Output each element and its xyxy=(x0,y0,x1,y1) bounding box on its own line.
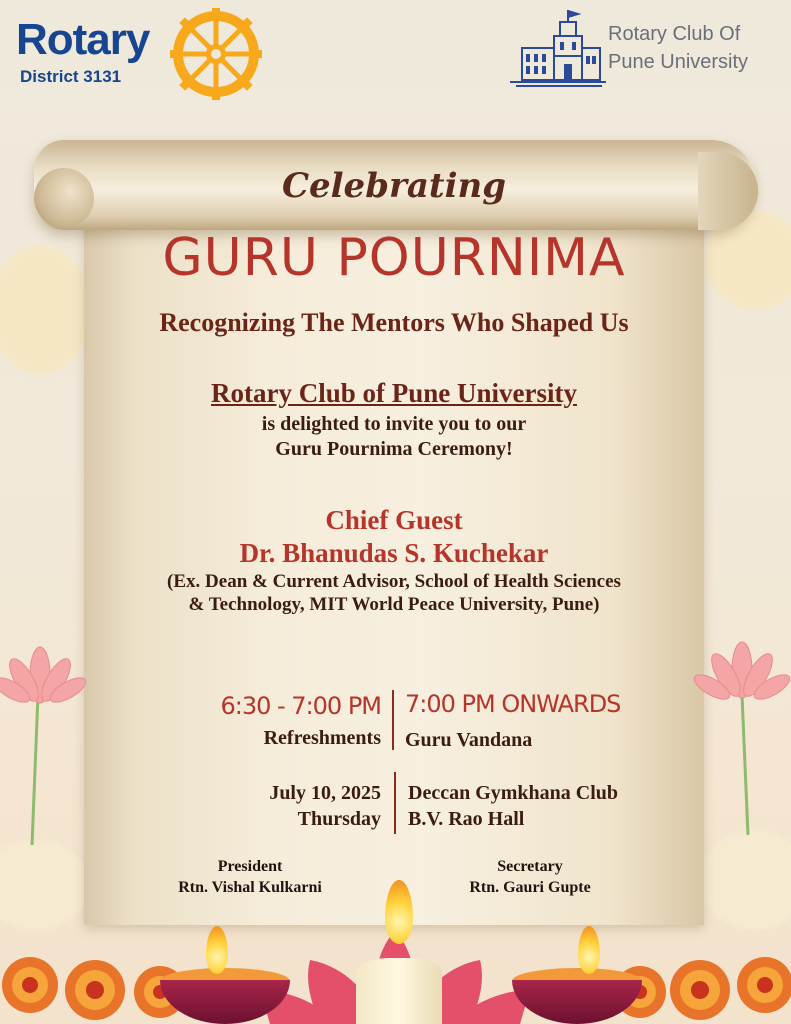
rotary-wordmark: Rotary xyxy=(16,15,150,64)
lotus-icon-right xyxy=(692,625,791,845)
secretary-name: Rtn. Gauri Gupte xyxy=(469,879,591,896)
invite-line1: is delighted to invite you to our xyxy=(261,413,527,435)
club-name-line2: Pune University xyxy=(608,51,749,73)
president-name: Rtn. Vishal Kulkarni xyxy=(178,879,322,896)
time-slot-2: 7:00 PM ONWARDS xyxy=(405,690,621,718)
cloud-bottom-left xyxy=(0,840,90,930)
schedule-divider-2 xyxy=(394,772,396,834)
president-title: President xyxy=(217,858,283,875)
district-label: District 3131 xyxy=(20,67,122,86)
chief-guest-description xyxy=(84,570,704,616)
tagline: Recognizing The Mentors Who Shaped Us xyxy=(159,308,629,337)
club-name xyxy=(608,20,748,76)
flame-left xyxy=(206,926,228,974)
university-building-icon xyxy=(508,8,608,90)
host-club: Rotary Club of Pune University xyxy=(211,378,577,408)
invite-message xyxy=(84,412,704,462)
event-title: GURU POURNIMA xyxy=(162,228,626,288)
event-date: July 10, 2025 xyxy=(269,782,381,804)
candle-icon xyxy=(356,958,442,1024)
chief-guest-name: Dr. Bhanudas S. Kuchekar xyxy=(239,538,549,568)
invite-line2: Guru Pournima Ceremony! xyxy=(275,438,513,460)
event-day: Thursday xyxy=(297,808,381,830)
flame-right xyxy=(578,926,600,974)
celebrating-text: Celebrating xyxy=(281,166,507,206)
president-block xyxy=(150,856,350,898)
secretary-block xyxy=(430,856,630,898)
chief-guest-desc-line1: (Ex. Dean & Current Advisor, School of Health Sciences xyxy=(167,571,621,592)
time-slot-1: 6:30 - 7:00 PM xyxy=(220,692,381,720)
event-refreshments: Refreshments xyxy=(263,727,381,749)
lotus-icon-left xyxy=(0,625,100,845)
chief-guest-label: Chief Guest xyxy=(325,505,463,535)
schedule-divider-1 xyxy=(392,690,394,750)
venue-name: Deccan Gymkhana Club xyxy=(408,782,619,804)
cloud-left xyxy=(0,245,90,375)
club-name-line1: Rotary Club Of xyxy=(608,23,741,45)
secretary-title: Secretary xyxy=(497,858,563,875)
chief-guest-desc-line2: & Technology, MIT World Peace University, Pune) xyxy=(188,594,600,615)
rotary-wheel-icon xyxy=(170,8,262,100)
cloud-bottom-right xyxy=(700,830,791,930)
event-guru-vandana: Guru Vandana xyxy=(405,729,533,751)
venue-hall: B.V. Rao Hall xyxy=(408,808,525,830)
